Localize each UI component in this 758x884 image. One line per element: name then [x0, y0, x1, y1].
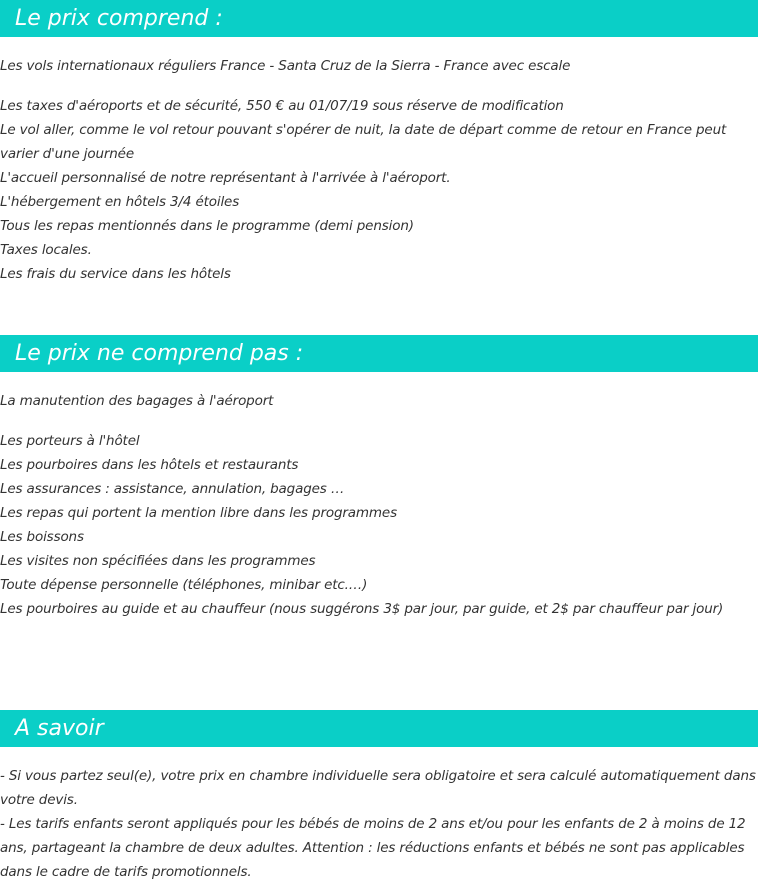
excluded-item-porters: Les porteurs à l'hôtel	[0, 433, 140, 449]
section-header-included	[0, 0, 758, 37]
included-item-meals: Tous les repas mentionnés dans le programme (demi pension)	[0, 218, 414, 234]
included-item-local-taxes: Taxes locales.	[0, 242, 92, 258]
included-item-night-flights: Le vol aller, comme le vol retour pouvant s'opérer de nuit, la date de départ comme de retour en France peut varier d'une journée	[0, 122, 727, 162]
excluded-item-free-meals: Les repas qui portent la mention libre dans les programmes	[0, 505, 397, 521]
section-title-good-to-know: A savoir	[15, 716, 104, 741]
excluded-item-personal-expenses: Toute dépense personnelle (téléphones, minibar etc.…)	[0, 577, 368, 593]
excluded-item-tips-hotels: Les pourboires dans les hôtels et restaurants	[0, 457, 299, 473]
included-item-welcome: L'accueil personnalisé de notre représentant à l'arrivée à l'aéroport.	[0, 170, 451, 186]
excluded-item-visits: Les visites non spécifiées dans les programmes	[0, 553, 316, 569]
info-single-room: - Si vous partez seul(e), votre prix en chambre individuelle sera obligatoire et sera calculé automatiquement dans votre devis.	[0, 768, 756, 808]
section-title-not-included: Le prix ne comprend pas :	[15, 341, 304, 366]
excluded-item-insurance: Les assurances : assistance, annulation, bagages …	[0, 481, 345, 497]
included-item-service-fees: Les frais du service dans les hôtels	[0, 266, 231, 282]
excluded-item-drinks: Les boissons	[0, 529, 84, 545]
info-children-rates: - Les tarifs enfants seront appliqués pour les bébés de moins de 2 ans et/ou pour les enfants de 2 à moins de 12 ans, partageant la chambre de deux adultes. Attention : les réductions enfants et bébés ne sont pas applicables dans le cadre de tarifs promotionnels.	[0, 816, 746, 880]
section-title-included: Le prix comprend :	[15, 6, 223, 31]
section-header-good-to-know	[0, 710, 758, 747]
included-item-flights: Les vols internationaux réguliers France - Santa Cruz de la Sierra - France avec escale	[0, 58, 571, 74]
excluded-item-baggage-handling: La manutention des bagages à l'aéroport	[0, 393, 274, 409]
included-item-taxes: Les taxes d'aéroports et de sécurité, 550 € au 01/07/19 sous réserve de modification	[0, 98, 564, 114]
section-header-not-included	[0, 335, 758, 372]
included-item-hotels: L'hébergement en hôtels 3/4 étoiles	[0, 194, 240, 210]
excluded-item-tips-guide: Les pourboires au guide et au chauffeur (nous suggérons 3$ par jour, par guide, et 2$ par chauffeur par jour)	[0, 601, 724, 617]
